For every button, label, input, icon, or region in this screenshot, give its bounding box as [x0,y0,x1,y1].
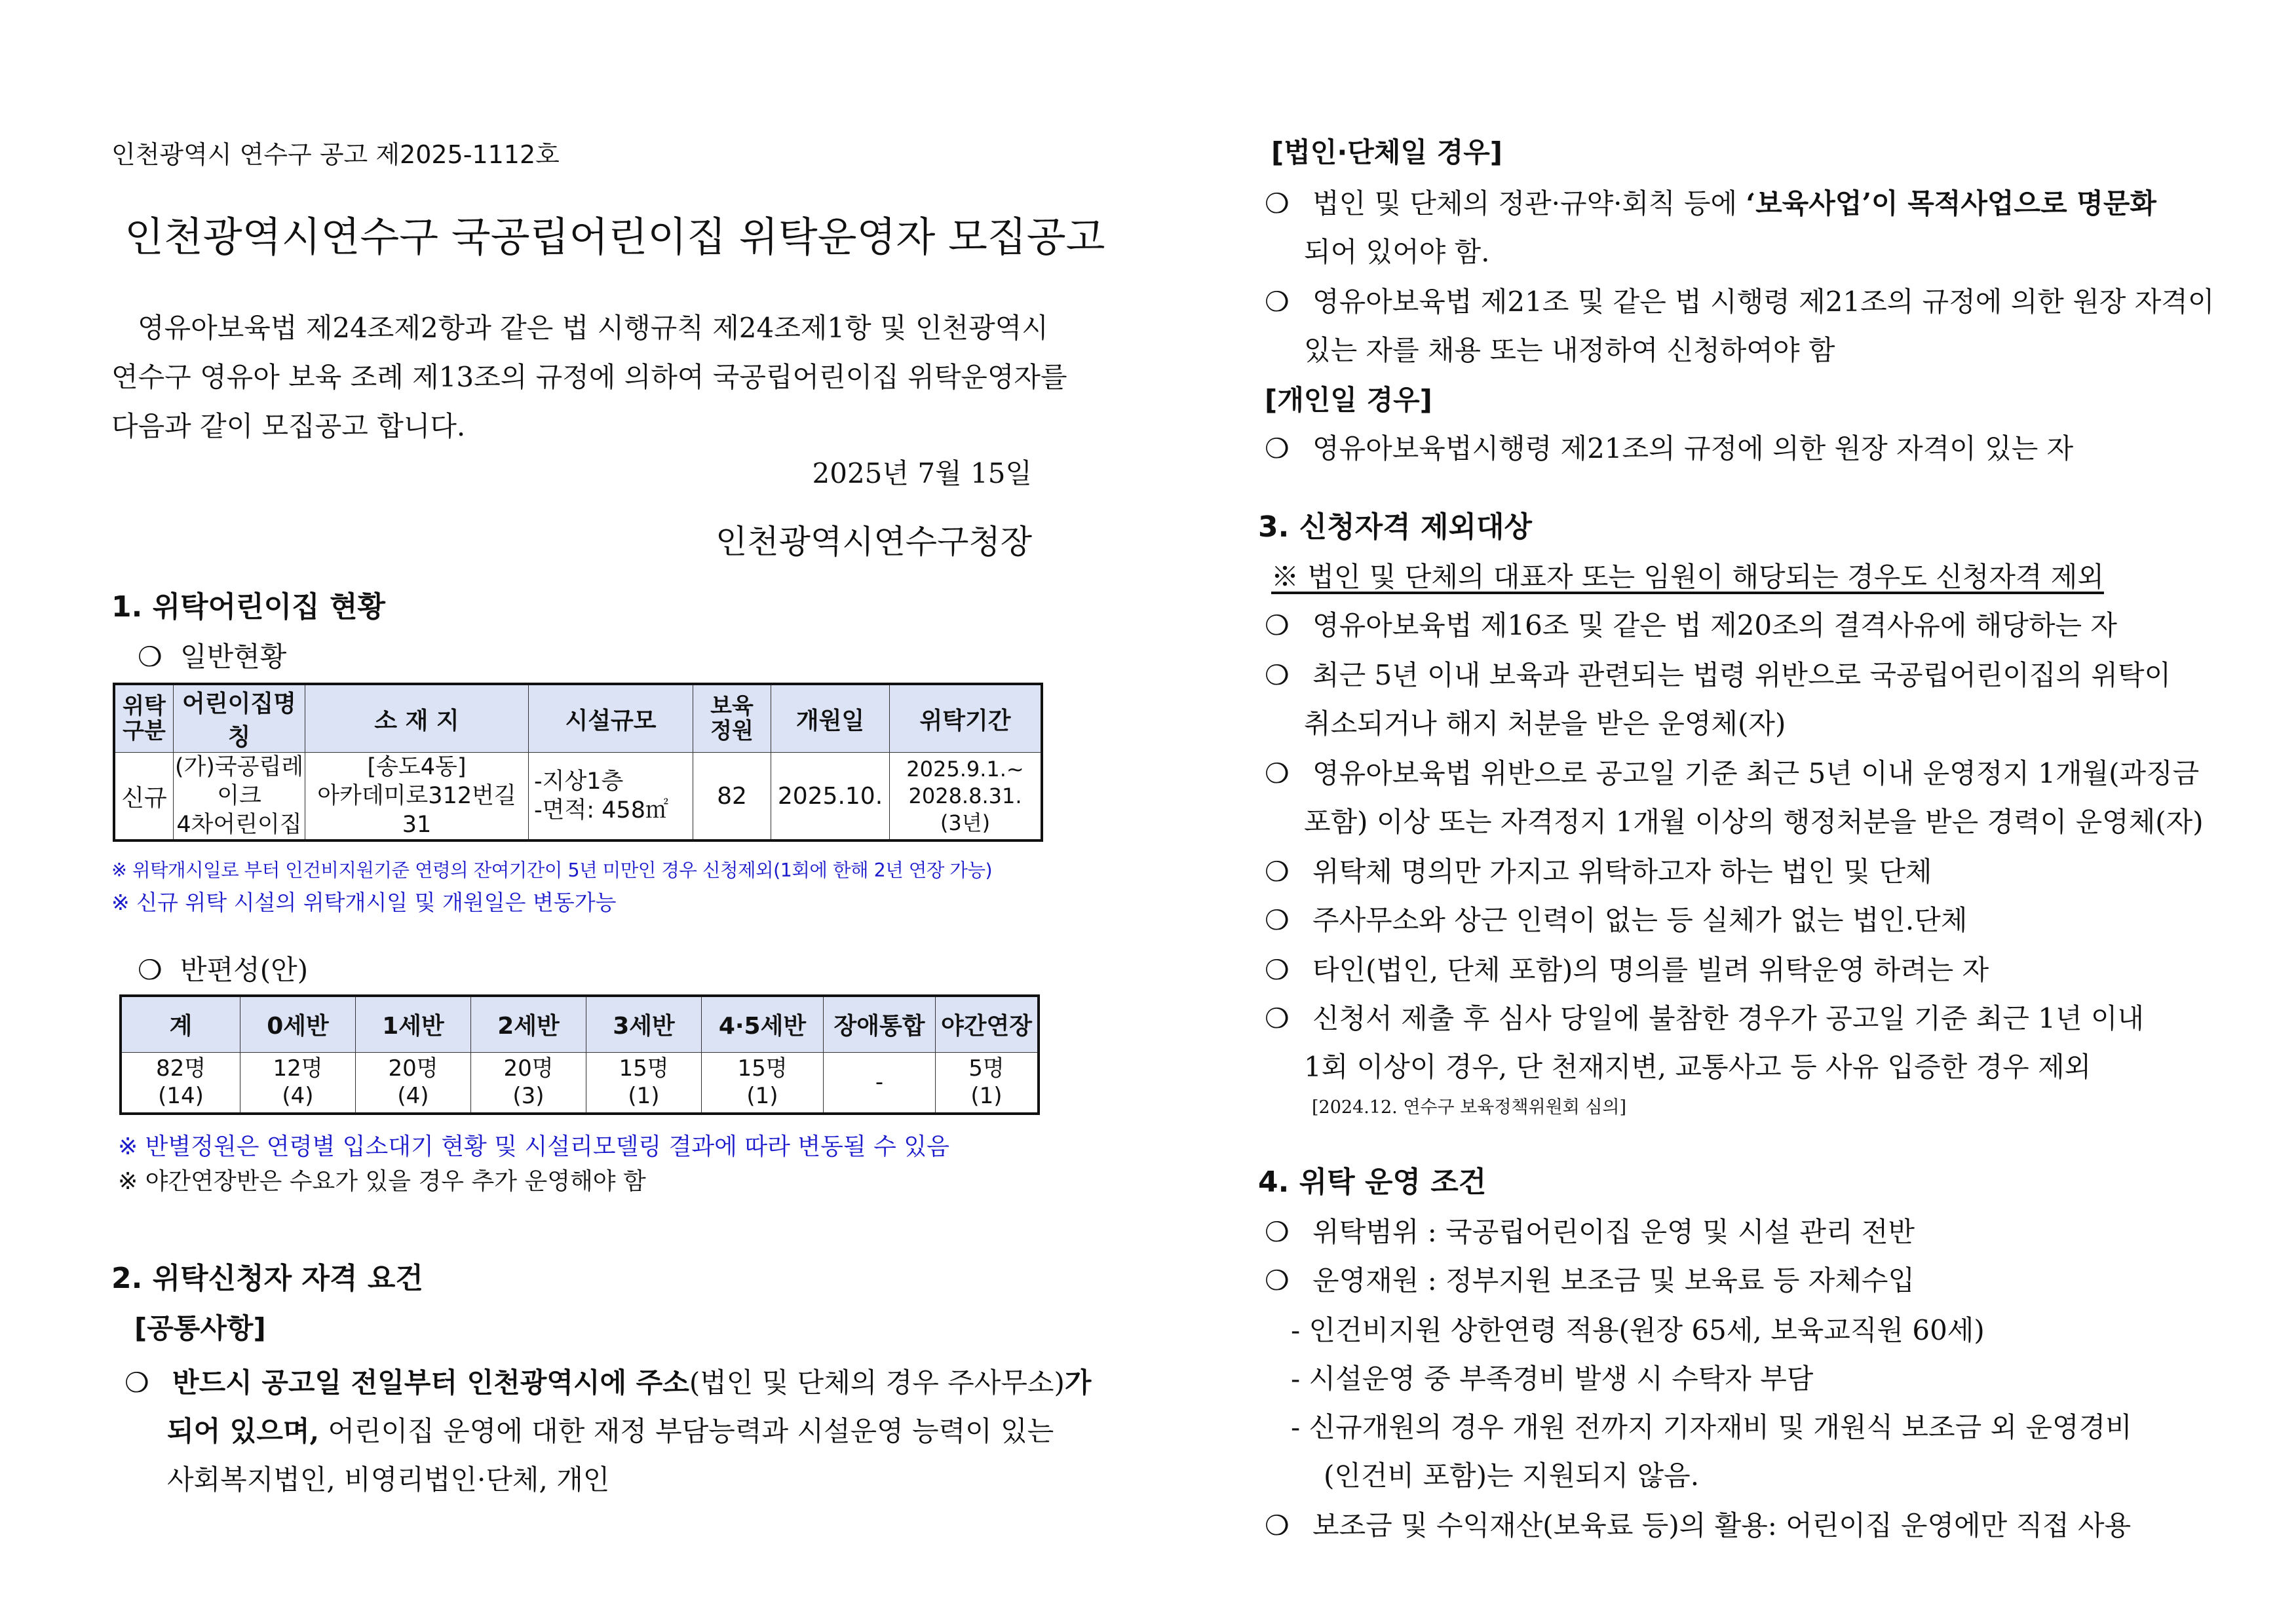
intro-line-2: 연수구 영유아 보육 조례 제13조의 규정에 의하여 국공립어린이집 위탁운영자를 [111,361,1067,393]
facility-status-table [113,683,1043,842]
circle-bullet-icon: ❍ [1265,432,1290,464]
requirement-line-3: 사회복지법인, 비영리법인·단체, 개인 [167,1463,610,1496]
exclusion-item-3-cont: 포함) 이상 또는 자격정지 1개월 이상의 행정처분을 받은 경력이 운영체(자) [1304,806,2204,838]
page-title: 인천광역시연수구 국공립어린이집 위탁운영자 모집공고 [124,213,1105,261]
exclusion-item-5: ❍ 주사무소와 상근 인력이 없는 등 실체가 없는 법인.단체 [1265,904,1968,936]
table-cell: 2025.10. [771,753,890,841]
table-header: 3세반 [586,996,702,1052]
issuer-name: 인천광역시연수구청장 [716,523,1032,561]
condition-dash-3-cont: (인건비 포함)는 지원되지 않음. [1324,1460,1700,1492]
table-header: 소 재 지 [305,684,529,753]
table-cell: (가)국공립레이크 4차어린이집 [174,753,305,841]
table-header: 위탁 구분 [114,684,174,753]
class-plan-table [119,994,1040,1115]
exclusion-footnote: [2024.12. 연수구 보육정책위원회 심의] [1312,1097,1627,1118]
condition-item-3: ❍ 보조금 및 수익재산(보육료 등)의 활용: 어린이집 운영에만 직접 사용 [1265,1509,2132,1541]
section-3-heading: 3. 신청자격 제외대상 [1258,510,1532,544]
table-header: 0세반 [240,996,356,1052]
condition-dash-1: - 인건비지원 상한연령 적용(원장 65세, 보육교직원 60세) [1291,1314,1985,1346]
table-cell: 82 [693,753,771,841]
table-cell: 신규 [114,753,174,841]
table-cell: 15명 (1) [586,1052,702,1114]
table-cell: 82명 (14) [121,1052,240,1114]
corp-heading: [법인·단체일 경우] [1271,136,1502,168]
exclusion-item-6: ❍ 타인(법인, 단체 포함)의 명의를 빌려 위탁운영 하려는 자 [1265,954,1989,986]
exclusion-item-7: ❍ 신청서 제출 후 심사 당일에 불참한 경우가 공고일 기준 최근 1년 이내 [1265,1002,2145,1034]
requirement-line-1: ❍ 반드시 공고일 전일부터 인천광역시에 주소(법인 및 단체의 경우 주사무소)가 [124,1367,1092,1399]
exclusion-item-3: ❍ 영유아보육법 위반으로 공고일 기준 최근 5년 이내 운영정지 1개월(과징금 [1265,757,2200,789]
circle-bullet-icon: ❍ [1265,954,1290,986]
table-header: 4·5세반 [702,996,824,1052]
table-header: 보육 정원 [693,684,771,753]
table-cell: 2025.9.1.~ 2028.8.31. (3년) [890,753,1043,841]
notice-date: 2025년 7월 15일 [812,457,1032,489]
condition-item-1: ❍ 위탁범위 : 국공립어린이집 운영 및 시설 관리 전반 [1265,1216,1915,1248]
table-cell: 5명 (1) [936,1052,1039,1114]
table-cell: 12명 (4) [240,1052,356,1114]
circle-bullet-icon: ❍ [1265,187,1290,219]
section-1-heading: 1. 위탁어린이집 현황 [111,590,385,624]
table-header: 시설규모 [529,684,693,753]
circle-bullet-icon: ❍ [1265,1509,1290,1541]
condition-item-2: ❍ 운영재원 : 정부지원 보조금 및 보육료 등 자체수입 [1265,1264,1915,1296]
section-4-heading: 4. 위탁 운영 조건 [1258,1165,1487,1199]
table-header: 장애통합 [824,996,936,1052]
table-cell: [송도4동] 아카데미로312번길 31 [305,753,529,841]
notice-number: 인천광역시 연수구 공고 제2025-1112호 [111,140,560,169]
exclusion-item-2-cont: 취소되거나 해지 처분을 받은 운영체(자) [1304,708,1786,740]
table-cell: -지상1층 -면적: 458㎡ [529,753,693,841]
corp-requirement-2-cont: 있는 자를 채용 또는 내정하여 신청하여야 함 [1304,334,1835,366]
condition-dash-2: - 시설운영 중 부족경비 발생 시 수탁자 부담 [1291,1363,1814,1395]
circle-bullet-icon: ❍ [1265,1216,1290,1248]
table-cell: 15명 (1) [702,1052,824,1114]
circle-bullet-icon: ❍ [1265,856,1290,888]
circle-bullet-icon: ❍ [1265,1002,1290,1034]
corp-requirement-2: ❍ 영유아보육법 제21조 및 같은 법 시행령 제21조의 규정에 의한 원장 자격이 [1265,286,2215,318]
corp-requirement-1-cont: 되어 있어야 함. [1304,236,1490,268]
circle-bullet-icon: ❍ [1265,286,1290,318]
common-requirements-heading: [공통사항] [134,1312,266,1344]
table-cell: 20명 (3) [471,1052,586,1114]
condition-dash-3: - 신규개원의 경우 개원 전까지 기자재비 및 개원식 보조금 외 운영경비 [1291,1411,2132,1443]
exclusion-item-1: ❍ 영유아보육법 제16조 및 같은 법 제20조의 결격사유에 해당하는 자 [1265,609,2118,641]
exclusion-item-4: ❍ 위탁체 명의만 가지고 위탁하고자 하는 법인 및 단체 [1265,856,1932,888]
exclusion-item-7-cont: 1회 이상이 경우, 단 천재지변, 교통사고 등 사유 입증한 경우 제외 [1304,1051,2092,1083]
class-note-2: ※ 야간연장반은 수요가 있을 경우 추가 운영해야 함 [118,1168,646,1195]
table-note-1: ※ 위탁개시일로 부터 인건비지원기준 연령의 잔여기간이 5년 미만인 경우 신청제외(1회에 한해 2년 연장 가능) [111,859,993,881]
table-header: 2세반 [471,996,586,1052]
class-note-1: ※ 반별정원은 연령별 입소대기 현황 및 시설리모델링 결과에 따라 변동될 수 있음 [118,1133,949,1160]
circle-bullet-icon: ❍ [1265,659,1290,691]
table-cell: - [824,1052,936,1114]
exclusion-item-2: ❍ 최근 5년 이내 보육과 관련되는 법령 위반으로 국공립어린이집의 위탁이 [1265,659,2172,691]
individual-requirement-1: ❍ 영유아보육법시행령 제21조의 규정에 의한 원장 자격이 있는 자 [1265,432,2074,464]
section-2-heading: 2. 위탁신청자 자격 요건 [111,1262,423,1295]
table-note-2: ※ 신규 위탁 시설의 위탁개시일 및 개원일은 변동가능 [111,890,617,915]
circle-bullet-icon: ❍ [138,954,163,986]
requirement-line-2: 되어 있으며, 어린이집 운영에 대한 재정 부담능력과 시설운영 능력이 있는 [167,1415,1054,1447]
circle-bullet-icon: ❍ [1265,609,1290,641]
class-plan-label: ❍ 반편성(안) [138,954,309,986]
individual-heading: [개인일 경우] [1265,384,1432,416]
circle-bullet-icon: ❍ [138,641,163,673]
table-header: 야간연장 [936,996,1039,1052]
intro-line-1: 영유아보육법 제24조제2항과 같은 법 시행규칙 제24조제1항 및 인천광역시 [138,312,1048,344]
general-status-label: ❍ 일반현황 [138,641,287,673]
table-header: 개원일 [771,684,890,753]
corp-requirement-1: ❍ 법인 및 단체의 정관·규약·회칙 등에 ‘보육사업’이 목적사업으로 명문화 [1265,187,2156,219]
table-header: 계 [121,996,240,1052]
table-header: 위탁기간 [890,684,1043,753]
circle-bullet-icon: ❍ [1265,904,1290,936]
circle-bullet-icon: ❍ [124,1367,149,1399]
table-header: 어린이집명칭 [174,684,305,753]
circle-bullet-icon: ❍ [1265,757,1290,789]
intro-line-3: 다음과 같이 모집공고 합니다. [111,410,466,442]
exclusion-note: ※ 법인 및 단체의 대표자 또는 임원이 해당되는 경우도 신청자격 제외 [1271,561,2104,593]
table-header: 1세반 [356,996,471,1052]
circle-bullet-icon: ❍ [1265,1264,1290,1296]
table-cell: 20명 (4) [356,1052,471,1114]
